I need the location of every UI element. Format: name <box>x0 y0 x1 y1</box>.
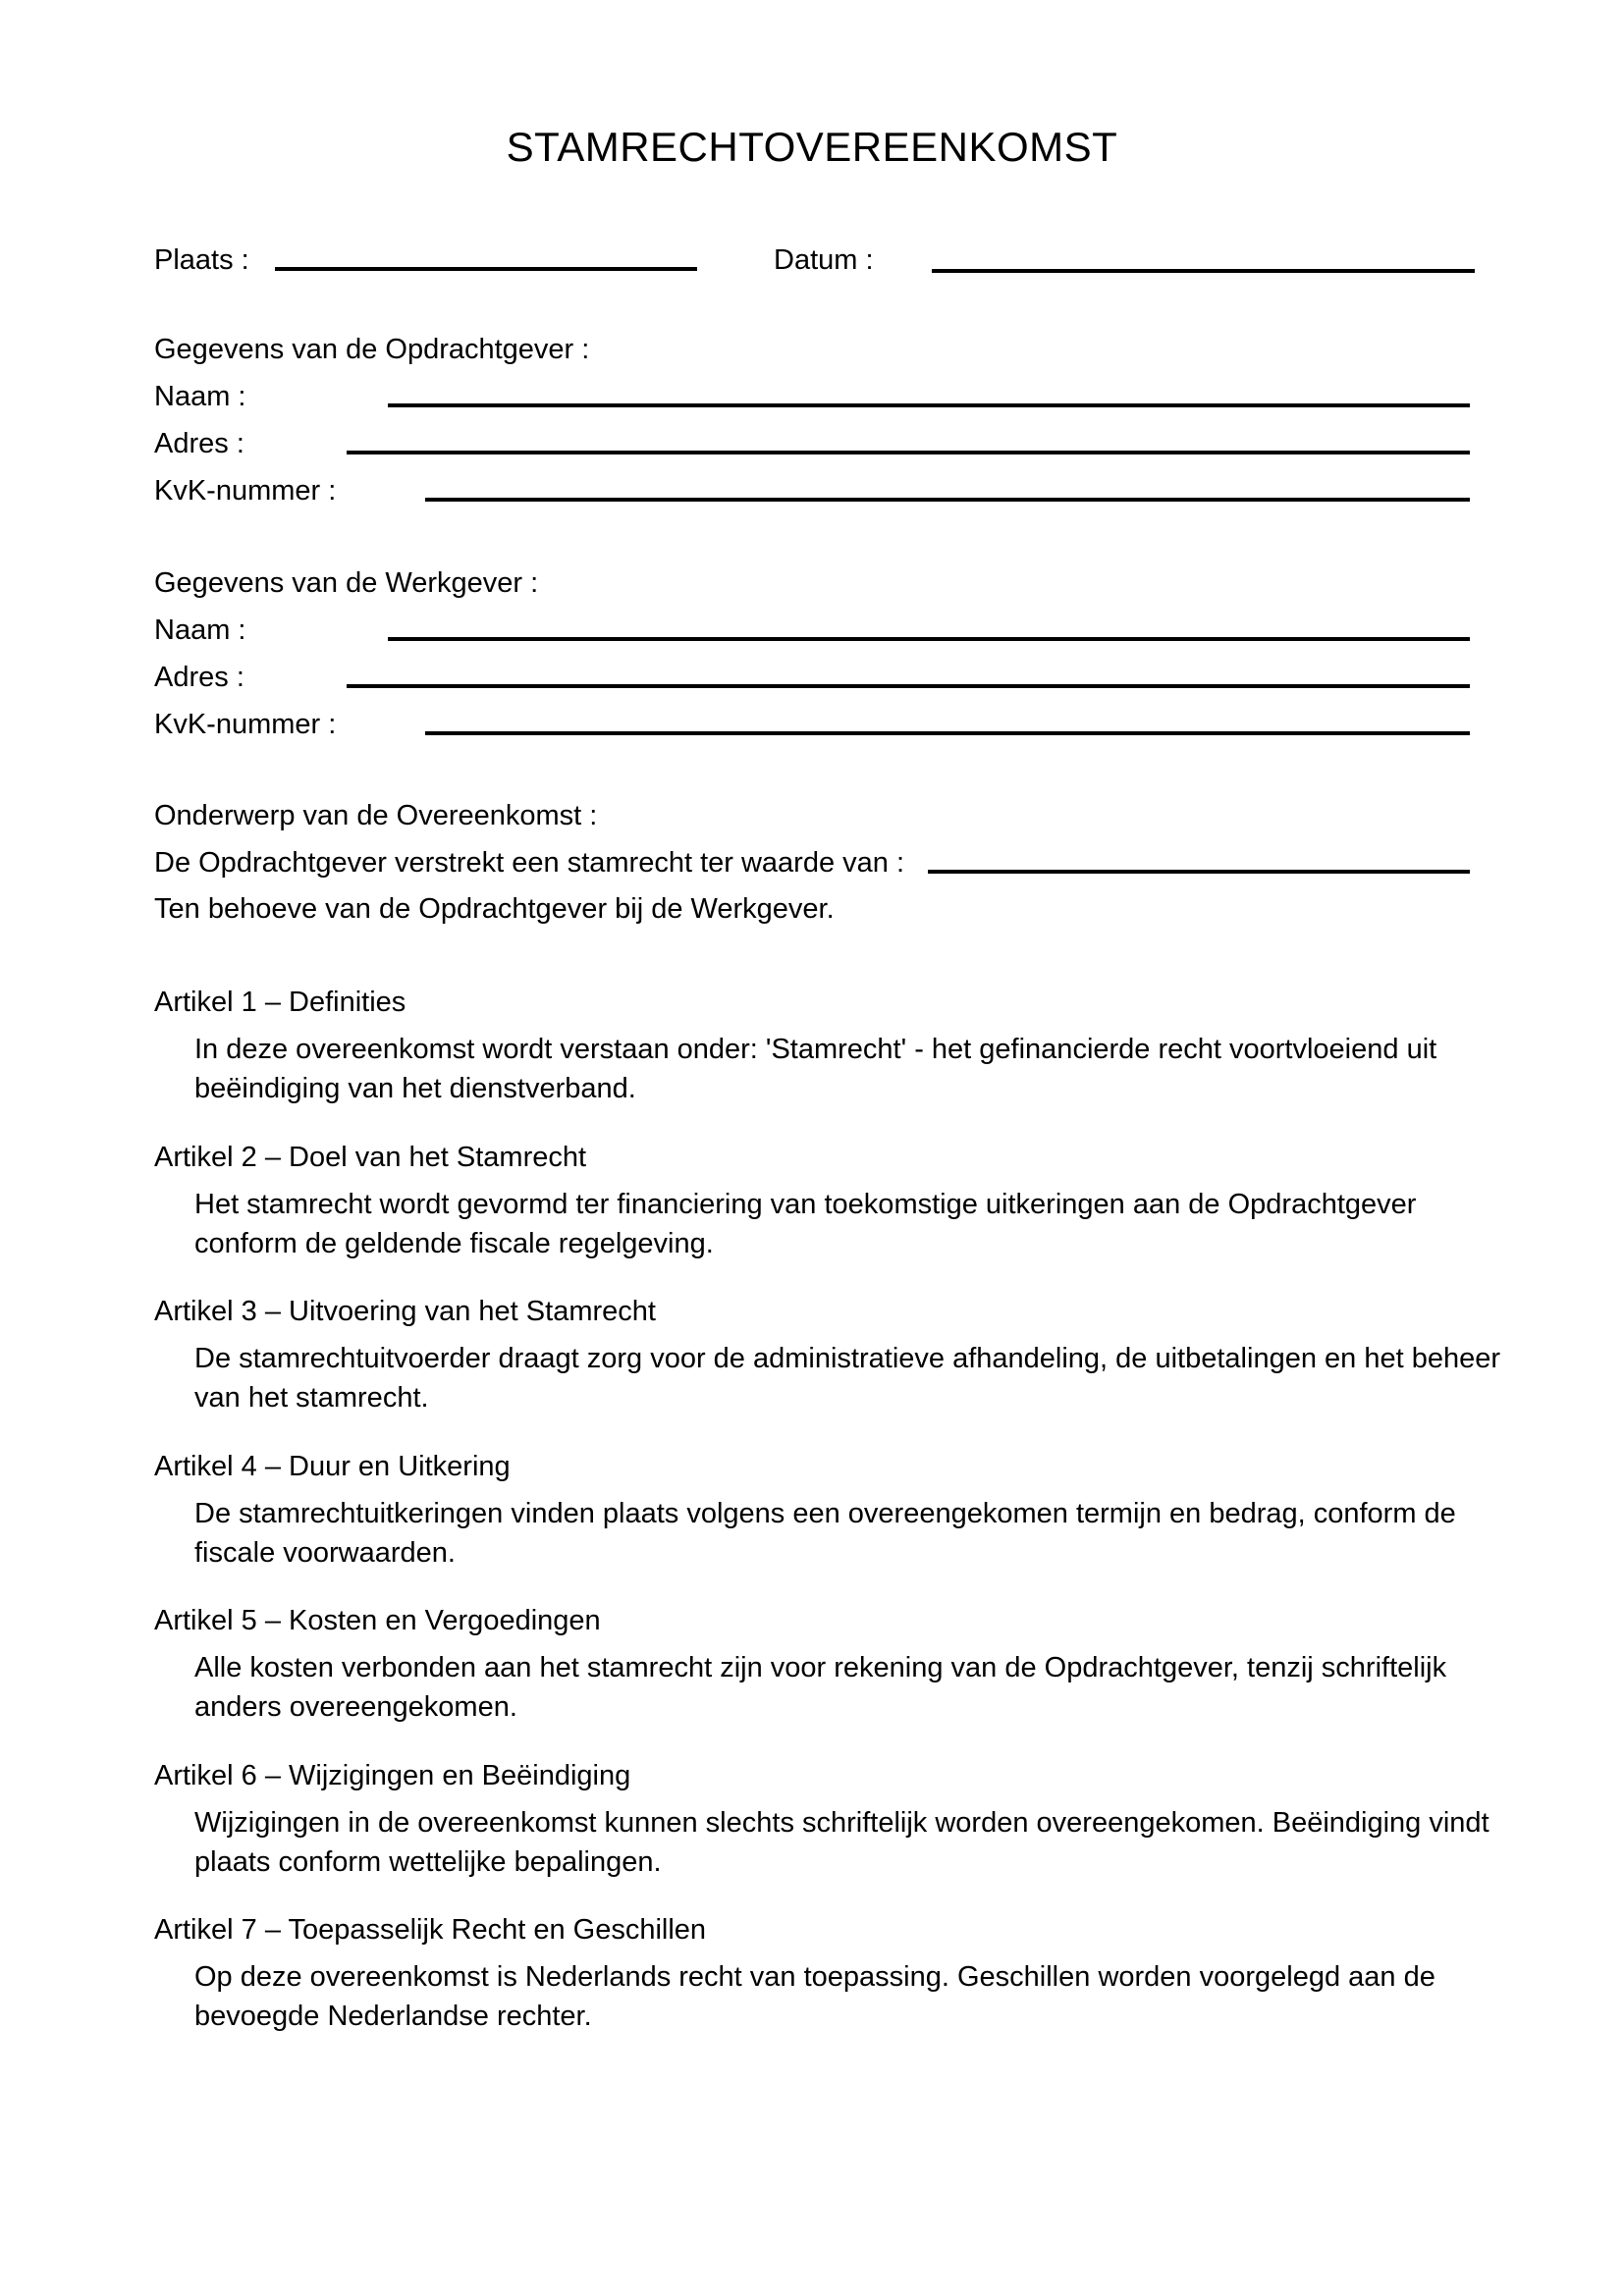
section-heading-opdrachtgever: Gegevens van de Opdrachtgever : <box>154 334 590 365</box>
article-1-body-line-2: beëindiging van het dienstverband. <box>194 1073 636 1104</box>
werkgever-naam-field-line[interactable] <box>388 637 1470 641</box>
werkgever-kvk-field-line[interactable] <box>425 731 1470 735</box>
opdrachtgever-kvk-label: KvK-nummer : <box>154 475 337 507</box>
werkgever-adres-field-line[interactable] <box>347 684 1470 688</box>
article-7-body-line-1: Op deze overeenkomst is Nederlands recht van toepassing. Geschillen worden voorgelegd aan de <box>194 1961 1435 1993</box>
article-1-heading: Artikel 1 – Definities <box>154 987 406 1018</box>
datum-label: Datum : <box>774 244 874 276</box>
section-heading-onderwerp: Onderwerp van de Overeenkomst : <box>154 800 598 831</box>
datum-field-line[interactable] <box>932 269 1475 273</box>
article-6-heading: Artikel 6 – Wijzigingen en Beëindiging <box>154 1760 631 1791</box>
werkgever-adres-label: Adres : <box>154 662 244 693</box>
document-title: STAMRECHTOVEREENKOMST <box>506 124 1118 170</box>
article-4-body-line-2: fiscale voorwaarden. <box>194 1537 456 1569</box>
article-4-body-line-1: De stamrechtuitkeringen vinden plaats volgens een overeengekomen termijn en bedrag, conform de <box>194 1498 1456 1529</box>
werkgever-naam-label: Naam : <box>154 614 246 646</box>
article-7-heading: Artikel 7 – Toepasselijk Recht en Geschillen <box>154 1914 707 1946</box>
article-3-heading: Artikel 3 – Uitvoering van het Stamrecht <box>154 1296 656 1327</box>
plaats-field-line[interactable] <box>275 267 697 271</box>
article-6-body-line-2: plaats conform wettelijke bepalingen. <box>194 1846 662 1878</box>
opdrachtgever-adres-field-line[interactable] <box>347 451 1470 454</box>
article-5-heading: Artikel 5 – Kosten en Vergoedingen <box>154 1605 601 1636</box>
article-7-body-line-2: bevoegde Nederlandse rechter. <box>194 2001 592 2032</box>
waarde-field-line[interactable] <box>928 870 1470 874</box>
article-3-body-line-2: van het stamrecht. <box>194 1382 429 1414</box>
article-5-body-line-1: Alle kosten verbonden aan het stamrecht zijn voor rekening van de Opdrachtgever, tenzij schriftelijk <box>194 1652 1447 1683</box>
section-heading-werkgever: Gegevens van de Werkgever : <box>154 567 539 599</box>
werkgever-kvk-label: KvK-nummer : <box>154 709 337 740</box>
article-2-body-line-1: Het stamrecht wordt gevormd ter financiering van toekomstige uitkeringen aan de Opdrachtgever <box>194 1189 1417 1220</box>
article-2-heading: Artikel 2 – Doel van het Stamrecht <box>154 1142 587 1173</box>
onderwerp-beneficiary-line: Ten behoeve van de Opdrachtgever bij de Werkgever. <box>154 893 835 925</box>
article-6-body-line-1: Wijzigingen in de overeenkomst kunnen slechts schriftelijk worden overeengekomen. Beëindiging vindt <box>194 1807 1489 1839</box>
article-3-body-line-1: De stamrechtuitvoerder draagt zorg voor de administratieve afhandeling, de uitbetalingen en het beheer <box>194 1343 1500 1374</box>
article-2-body-line-2: conform de geldende fiscale regelgeving. <box>194 1228 714 1259</box>
onderwerp-stamrecht-line: De Opdrachtgever verstrekt een stamrecht ter waarde van : <box>154 847 905 879</box>
article-4-heading: Artikel 4 – Duur en Uitkering <box>154 1451 511 1482</box>
plaats-label: Plaats : <box>154 244 249 276</box>
opdrachtgever-adres-label: Adres : <box>154 428 244 459</box>
article-1-body-line-1: In deze overeenkomst wordt verstaan onder: 'Stamrecht' - het gefinancierde recht voortvloeiend uit <box>194 1034 1437 1065</box>
opdrachtgever-kvk-field-line[interactable] <box>425 498 1470 502</box>
opdrachtgever-naam-label: Naam : <box>154 381 246 412</box>
article-5-body-line-2: anders overeengekomen. <box>194 1691 517 1723</box>
opdrachtgever-naam-field-line[interactable] <box>388 403 1470 407</box>
